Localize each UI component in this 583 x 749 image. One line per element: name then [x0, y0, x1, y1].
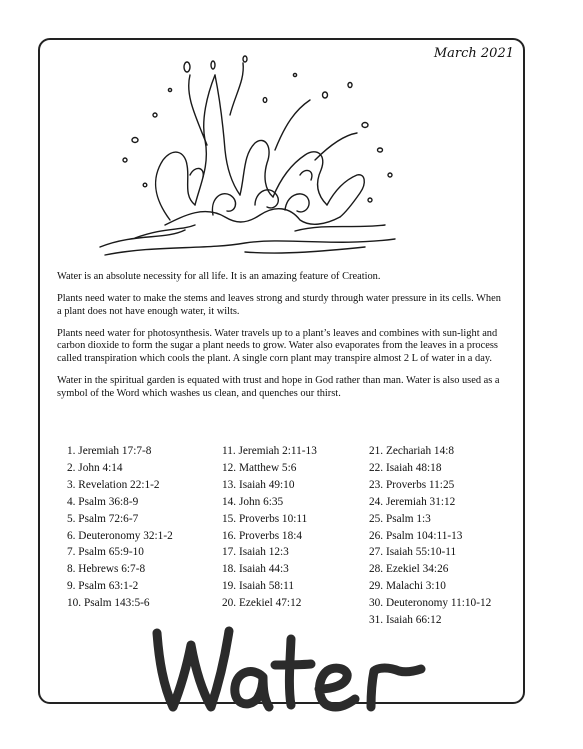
reference-item: 18. Isaiah 44:3 [222, 563, 289, 576]
reference-item: 30. Deuteronomy 11:10-12 [369, 597, 492, 610]
reference-item: 12. Matthew 5:6 [222, 461, 297, 474]
reference-item: 7. Psalm 65:9-10 [67, 546, 144, 559]
reference-item: 6. Deuteronomy 32:1-2 [67, 529, 173, 542]
reference-item: 21. Zechariah 14:8 [369, 445, 455, 457]
reference-item: 10. Psalm 143:5-6 [67, 597, 150, 610]
reference-item: 1. Jeremiah 17:7-8 [67, 445, 152, 457]
reference-item: 20. Ezekiel 47:12 [222, 597, 302, 610]
water-title-lettering [145, 615, 430, 720]
paragraph-intro: Water is an absolute necessity for all life. It is an amazing feature of Creation. [57, 271, 381, 282]
paragraph-photosynthesis: Plants need water for photosynthesis. Water travels up to a plant’s leaves and combines with sun-light and carbon dioxide to form the sugar a plant needs to grow. Water also evaporates from the leaves in a process called transpiration which cools the plant. A single corn plant may transpire almost 2 L of water in a day. [57, 327, 498, 364]
reference-column-2 [222, 443, 317, 612]
reference-item: 16. Proverbs 18:4 [222, 529, 303, 542]
reference-item: 19. Isaiah 58:11 [222, 580, 295, 593]
reference-item: 26. Psalm 104:11-13 [369, 529, 463, 542]
reference-item: 25. Psalm 1:3 [369, 512, 431, 525]
reference-item: 8. Hebrews 6:7-8 [67, 563, 146, 576]
reference-item: 22. Isaiah 48:18 [369, 461, 442, 474]
date-label: March 2021 [433, 46, 514, 61]
reference-item: 29. Malachi 3:10 [369, 580, 446, 593]
reference-item: 14. John 6:35 [222, 495, 284, 508]
reference-item: 13. Isaiah 49:10 [222, 478, 295, 491]
reference-item: 3. Revelation 22:1-2 [67, 478, 160, 491]
reference-column-1 [67, 443, 173, 612]
water-splash-illustration [95, 55, 405, 270]
reference-item: 17. Isaiah 12:3 [222, 546, 289, 559]
reference-item: 24. Jeremiah 31:12 [369, 495, 456, 508]
reference-item: 27. Isaiah 55:10-11 [369, 546, 457, 559]
paragraph-spiritual: Water in the spiritual garden is equated with trust and hope in God rather than man. Water is also used as a symbol of the Word which washes us clean, and quenches our thirst. [57, 375, 500, 399]
reference-item: 31. Isaiah 66:12 [369, 614, 442, 627]
reference-item: 28. Ezekiel 34:26 [369, 563, 449, 576]
reference-item: 11. Jeremiah 2:11-13 [222, 445, 317, 457]
reference-item: 15. Proverbs 10:11 [222, 512, 308, 525]
reference-column-3 [369, 443, 491, 629]
paragraph-stems: Plants need water to make the stems and leaves strong and sturdy through water pressure in its cells. When a plant does not have enough water, it wilts. [57, 293, 501, 317]
reference-item: 4. Psalm 36:8-9 [67, 495, 139, 508]
reference-item: 23. Proverbs 11:25 [369, 478, 455, 491]
reference-item: 2. John 4:14 [67, 461, 123, 474]
body-text [57, 271, 507, 410]
reference-item: 5. Psalm 72:6-7 [67, 512, 139, 525]
reference-item: 9. Psalm 63:1-2 [67, 580, 139, 593]
